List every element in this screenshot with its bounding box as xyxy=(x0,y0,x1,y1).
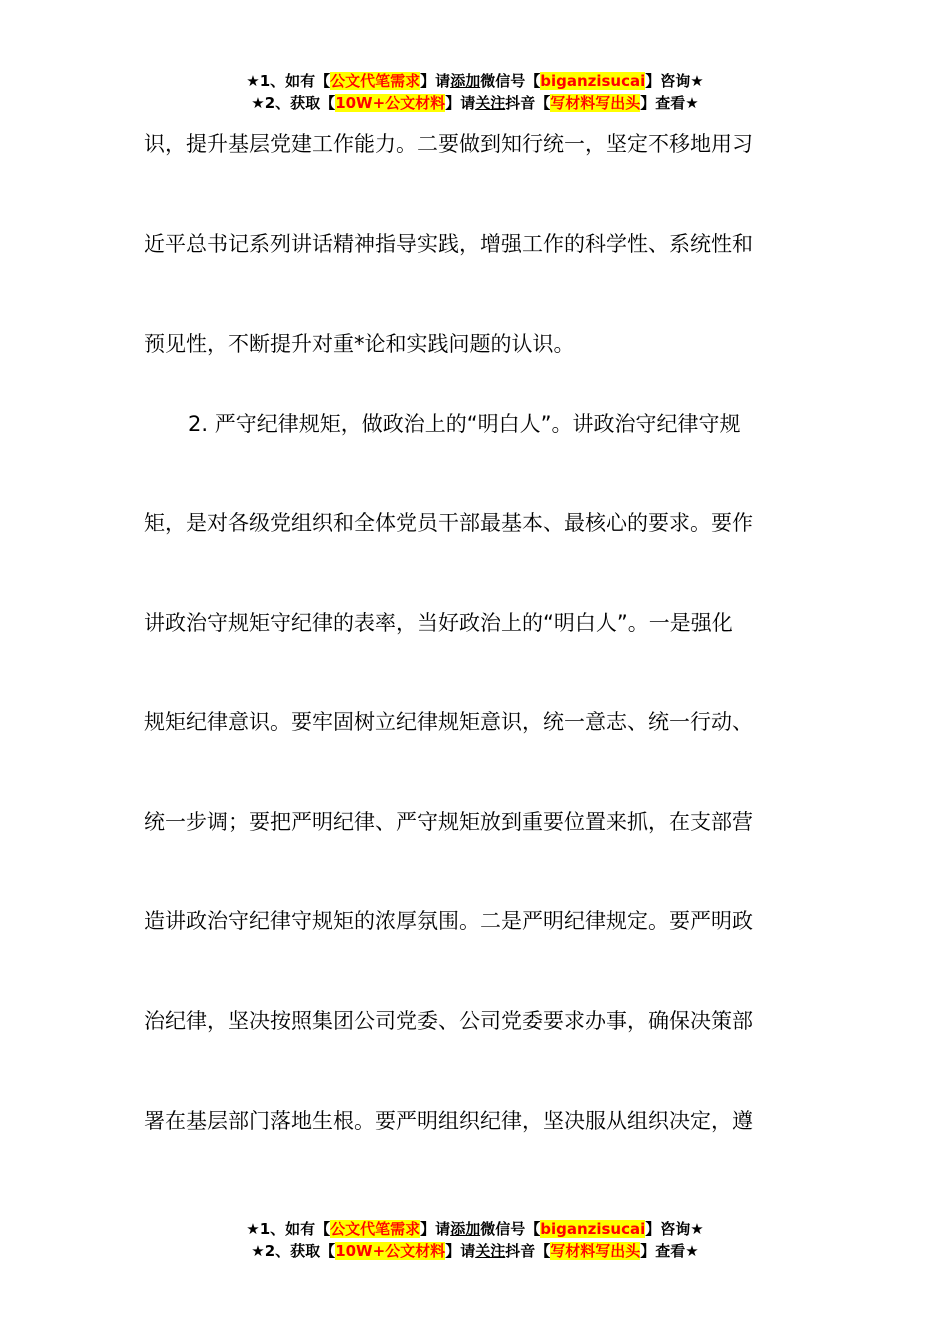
header-banner xyxy=(0,70,950,114)
highlight-materials: 10W+公文材料 xyxy=(335,94,446,112)
highlight-wechat-id: biganzisucai xyxy=(540,1220,646,1238)
highlight-wechat-id: biganzisucai xyxy=(540,72,646,90)
banner-line-2: ★2、获取【10W+公文材料】请关注抖音【写材料写出头】查看★ xyxy=(251,1242,699,1260)
highlight-douyin: 写材料写出头 xyxy=(550,1242,641,1260)
body-line: 治纪律，坚决按照集团公司党委、公司党委要求办事，确保决策部 xyxy=(144,1009,753,1033)
body-line: 署在基层部门落地生根。要严明组织纪律，坚决服从组织决定，遵 xyxy=(144,1109,753,1133)
body-line: 规矩纪律意识。要牢固树立纪律规矩意识，统一意志、统一行动、 xyxy=(144,710,753,734)
section-heading-line: 2. 严守纪律规矩，做政治上的“明白人”。讲政治守纪律守规 xyxy=(188,412,741,436)
body-line: 统一步调；要把严明纪律、严守规矩放到重要位置来抓，在支部营 xyxy=(144,810,753,834)
body-line: 讲政治守规矩守纪律的表率，当好政治上的“明白人”。一是强化 xyxy=(144,611,733,635)
body-line: 矩，是对各级党组织和全体党员干部最基本、最核心的要求。要作 xyxy=(144,511,753,535)
banner-line-1: ★1、如有【公文代笔需求】请添加微信号【biganzisucai】咨询★ xyxy=(246,72,704,90)
footer-banner xyxy=(0,1218,950,1262)
highlight-ghostwriting: 公文代笔需求 xyxy=(330,72,421,90)
banner-line-2: ★2、获取【10W+公文材料】请关注抖音【写材料写出头】查看★ xyxy=(251,94,699,112)
body-line: 近平总书记系列讲话精神指导实践，增强工作的科学性、系统性和 xyxy=(144,232,753,256)
body-line: 造讲政治守纪律守规矩的浓厚氛围。二是严明纪律规定。要严明政 xyxy=(144,909,753,933)
highlight-douyin: 写材料写出头 xyxy=(550,94,641,112)
body-line: 预见性，不断提升对重*论和实践问题的认识。 xyxy=(144,332,575,356)
highlight-materials: 10W+公文材料 xyxy=(335,1242,446,1260)
banner-line-1: ★1、如有【公文代笔需求】请添加微信号【biganzisucai】咨询★ xyxy=(246,1220,704,1238)
highlight-ghostwriting: 公文代笔需求 xyxy=(330,1220,421,1238)
body-line: 识，提升基层党建工作能力。二要做到知行统一，坚定不移地用习 xyxy=(144,132,753,156)
